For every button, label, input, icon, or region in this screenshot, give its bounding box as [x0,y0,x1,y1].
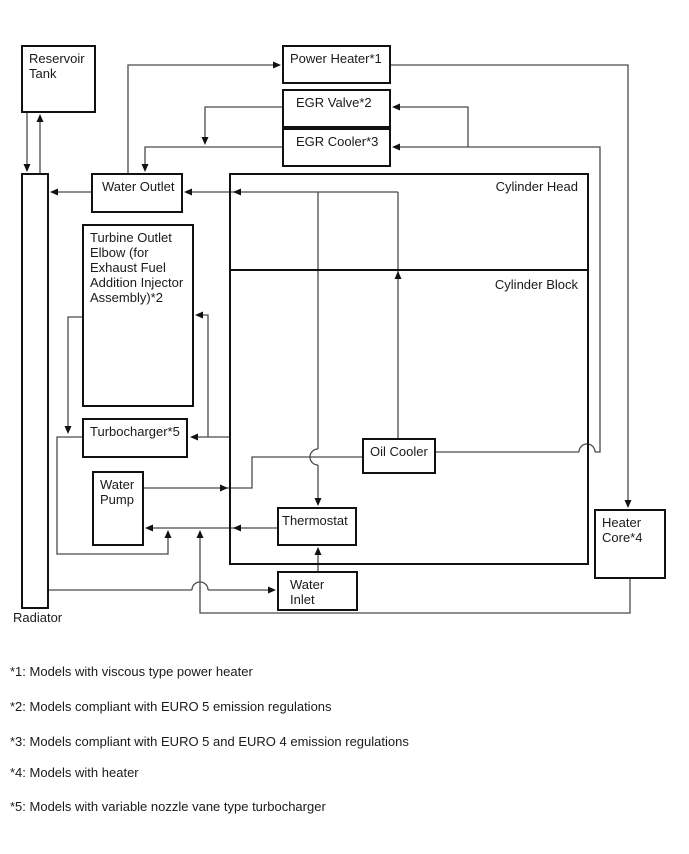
footnote-5: *5: Models with variable nozzle vane type turbocharger [10,799,326,814]
footnote-4: *4: Models with heater [10,765,139,780]
cylinder-block-label: Cylinder Block [494,277,578,292]
pipe-engine-turbine-elbow [195,312,208,438]
node-egr-valve: EGR Valve*2 [282,89,391,128]
radiator-label: Radiator [13,610,63,625]
pipe-radiator-waterinlet [48,582,276,594]
node-oil-cooler: Oil Cooler [362,438,436,474]
node-power-heater: Power Heater*1 [282,45,391,84]
pipe-egrcooler-return [142,147,284,172]
node-egr-cooler: EGR Cooler*3 [282,128,391,167]
node-turbine-outlet-elbow: Turbine Outlet Elbow (for Exhaust Fuel Addition Injector Assembly)*2 [82,224,194,407]
node-thermostat: Thermostat [277,507,357,546]
node-water-outlet: Water Outlet [91,173,183,213]
cylinder-head-label: Cylinder Head [495,179,578,194]
pipe-wateroutlet-radiator [50,189,92,196]
node-heater-core: Heater Core*4 [594,509,666,579]
footnote-2: *2: Models compliant with EURO 5 emission regulations [10,699,332,714]
pipe-turbine-elbow-return [65,317,84,434]
footnote-1: *1: Models with viscous type power heater [10,664,253,679]
pipe-egrvalve-return [202,107,284,145]
node-water-pump: Water Pump [92,471,144,546]
pipe-engine-turbocharger [190,434,230,441]
node-reservoir-tank: Reservoir Tank [21,45,96,113]
node-radiator [21,173,49,609]
pipe-reservoir-radiator [24,112,44,174]
node-turbocharger: Turbocharger*5 [82,418,188,458]
footnote-3: *3: Models compliant with EURO 5 and EURO 4 emission regulations [10,734,409,749]
node-water-inlet: Water Inlet [277,571,358,611]
